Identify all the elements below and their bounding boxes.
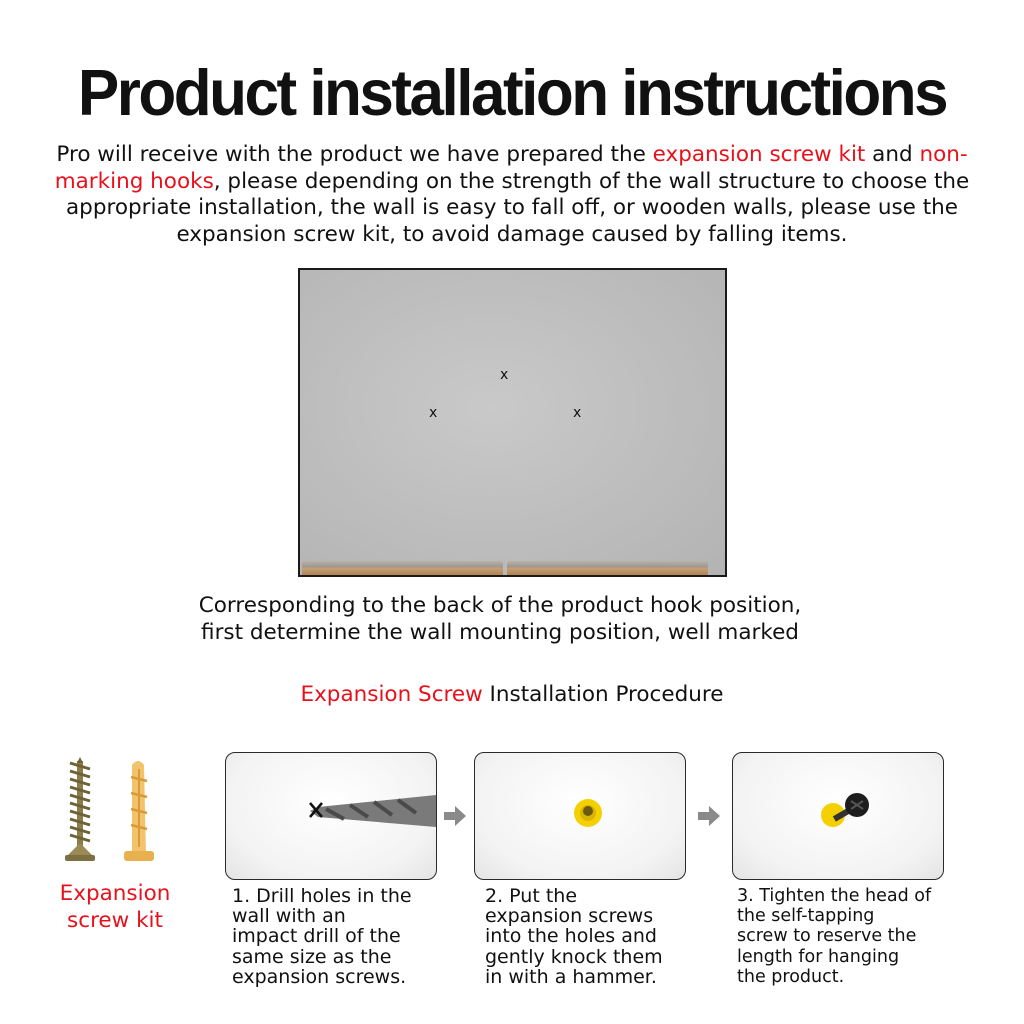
anchor-in-hole-icon [475, 753, 685, 879]
intro-highlight-hooks: non-marking hooks [54, 142, 968, 194]
section-heading-rest: Installation Procedure [482, 682, 724, 707]
step-3-text [737, 886, 952, 987]
step-1-line: 1. Drill holes in the [232, 885, 412, 907]
step-3-line: length for hanging [737, 946, 900, 967]
step-2-line: 2. Put the [485, 885, 578, 907]
screw-in-anchor-icon [733, 753, 943, 879]
kit-label-line-1: Expansion [59, 881, 171, 906]
section-heading-highlight: Expansion Screw [300, 682, 483, 707]
expansion-screw-kit-image [52, 755, 182, 867]
wall-mark-top: x [500, 367, 509, 383]
intro-text-2: and [865, 142, 920, 167]
kit-label-line-2: screw kit [67, 908, 163, 933]
arrow-right-icon-2 [698, 806, 720, 826]
intro-text-1: Pro will receive with the product we have prepared the [56, 142, 653, 167]
step-1-line: wall with an [232, 905, 346, 928]
step-3-line: the product. [737, 966, 845, 987]
step-3-line: 3. Tighten the head of [737, 886, 932, 906]
step-2-line: into the holes and [485, 925, 657, 948]
intro-text-3: , please depending on the strength of the wall structure to choose the appropriate installation, the wall is easy to fall off, or wooden walls, please use the expansion screw kit, to avoid damage caused by falling items. [66, 168, 970, 248]
step-2-image [474, 752, 686, 880]
shelf-image [302, 561, 708, 575]
mounting-caption [0, 592, 1000, 646]
step-1-text [232, 886, 447, 987]
step-3-line: screw to reserve the [737, 926, 917, 947]
page-title: Product installation instructions [77, 57, 947, 130]
step-2-line: expansion screws [485, 905, 654, 928]
screw-icon [65, 757, 95, 861]
intro-highlight-screw-kit: expansion screw kit [652, 142, 866, 167]
mounting-caption-line-1: Corresponding to the back of the product hook position, [198, 593, 802, 618]
section-heading [0, 682, 1024, 707]
step-2-line: gently knock them [485, 945, 663, 968]
step-1-line: impact drill of the [232, 925, 401, 948]
step-1-image [225, 752, 437, 880]
wall-mark-left: x [429, 405, 438, 421]
intro-paragraph [30, 142, 994, 249]
shelf-plank-right [507, 561, 708, 575]
step-2-text [485, 886, 700, 987]
shelf-plank-left [302, 561, 503, 575]
wall-mark-right: x [573, 405, 582, 421]
step-3-line: the self-tapping [737, 906, 875, 927]
kit-label [40, 880, 190, 934]
mounting-caption-line-2: first determine the wall mounting position, well marked [201, 620, 799, 645]
step-1-line: expansion screws. [232, 965, 407, 988]
wall-photo [298, 268, 727, 577]
step-2-line: in with a hammer. [485, 965, 657, 988]
arrow-right-icon [444, 806, 466, 826]
step-3-image [732, 752, 944, 880]
step-1-line: same size as the [232, 945, 392, 968]
expansion-anchor-icon [124, 761, 154, 861]
drill-bit-icon [226, 753, 436, 879]
